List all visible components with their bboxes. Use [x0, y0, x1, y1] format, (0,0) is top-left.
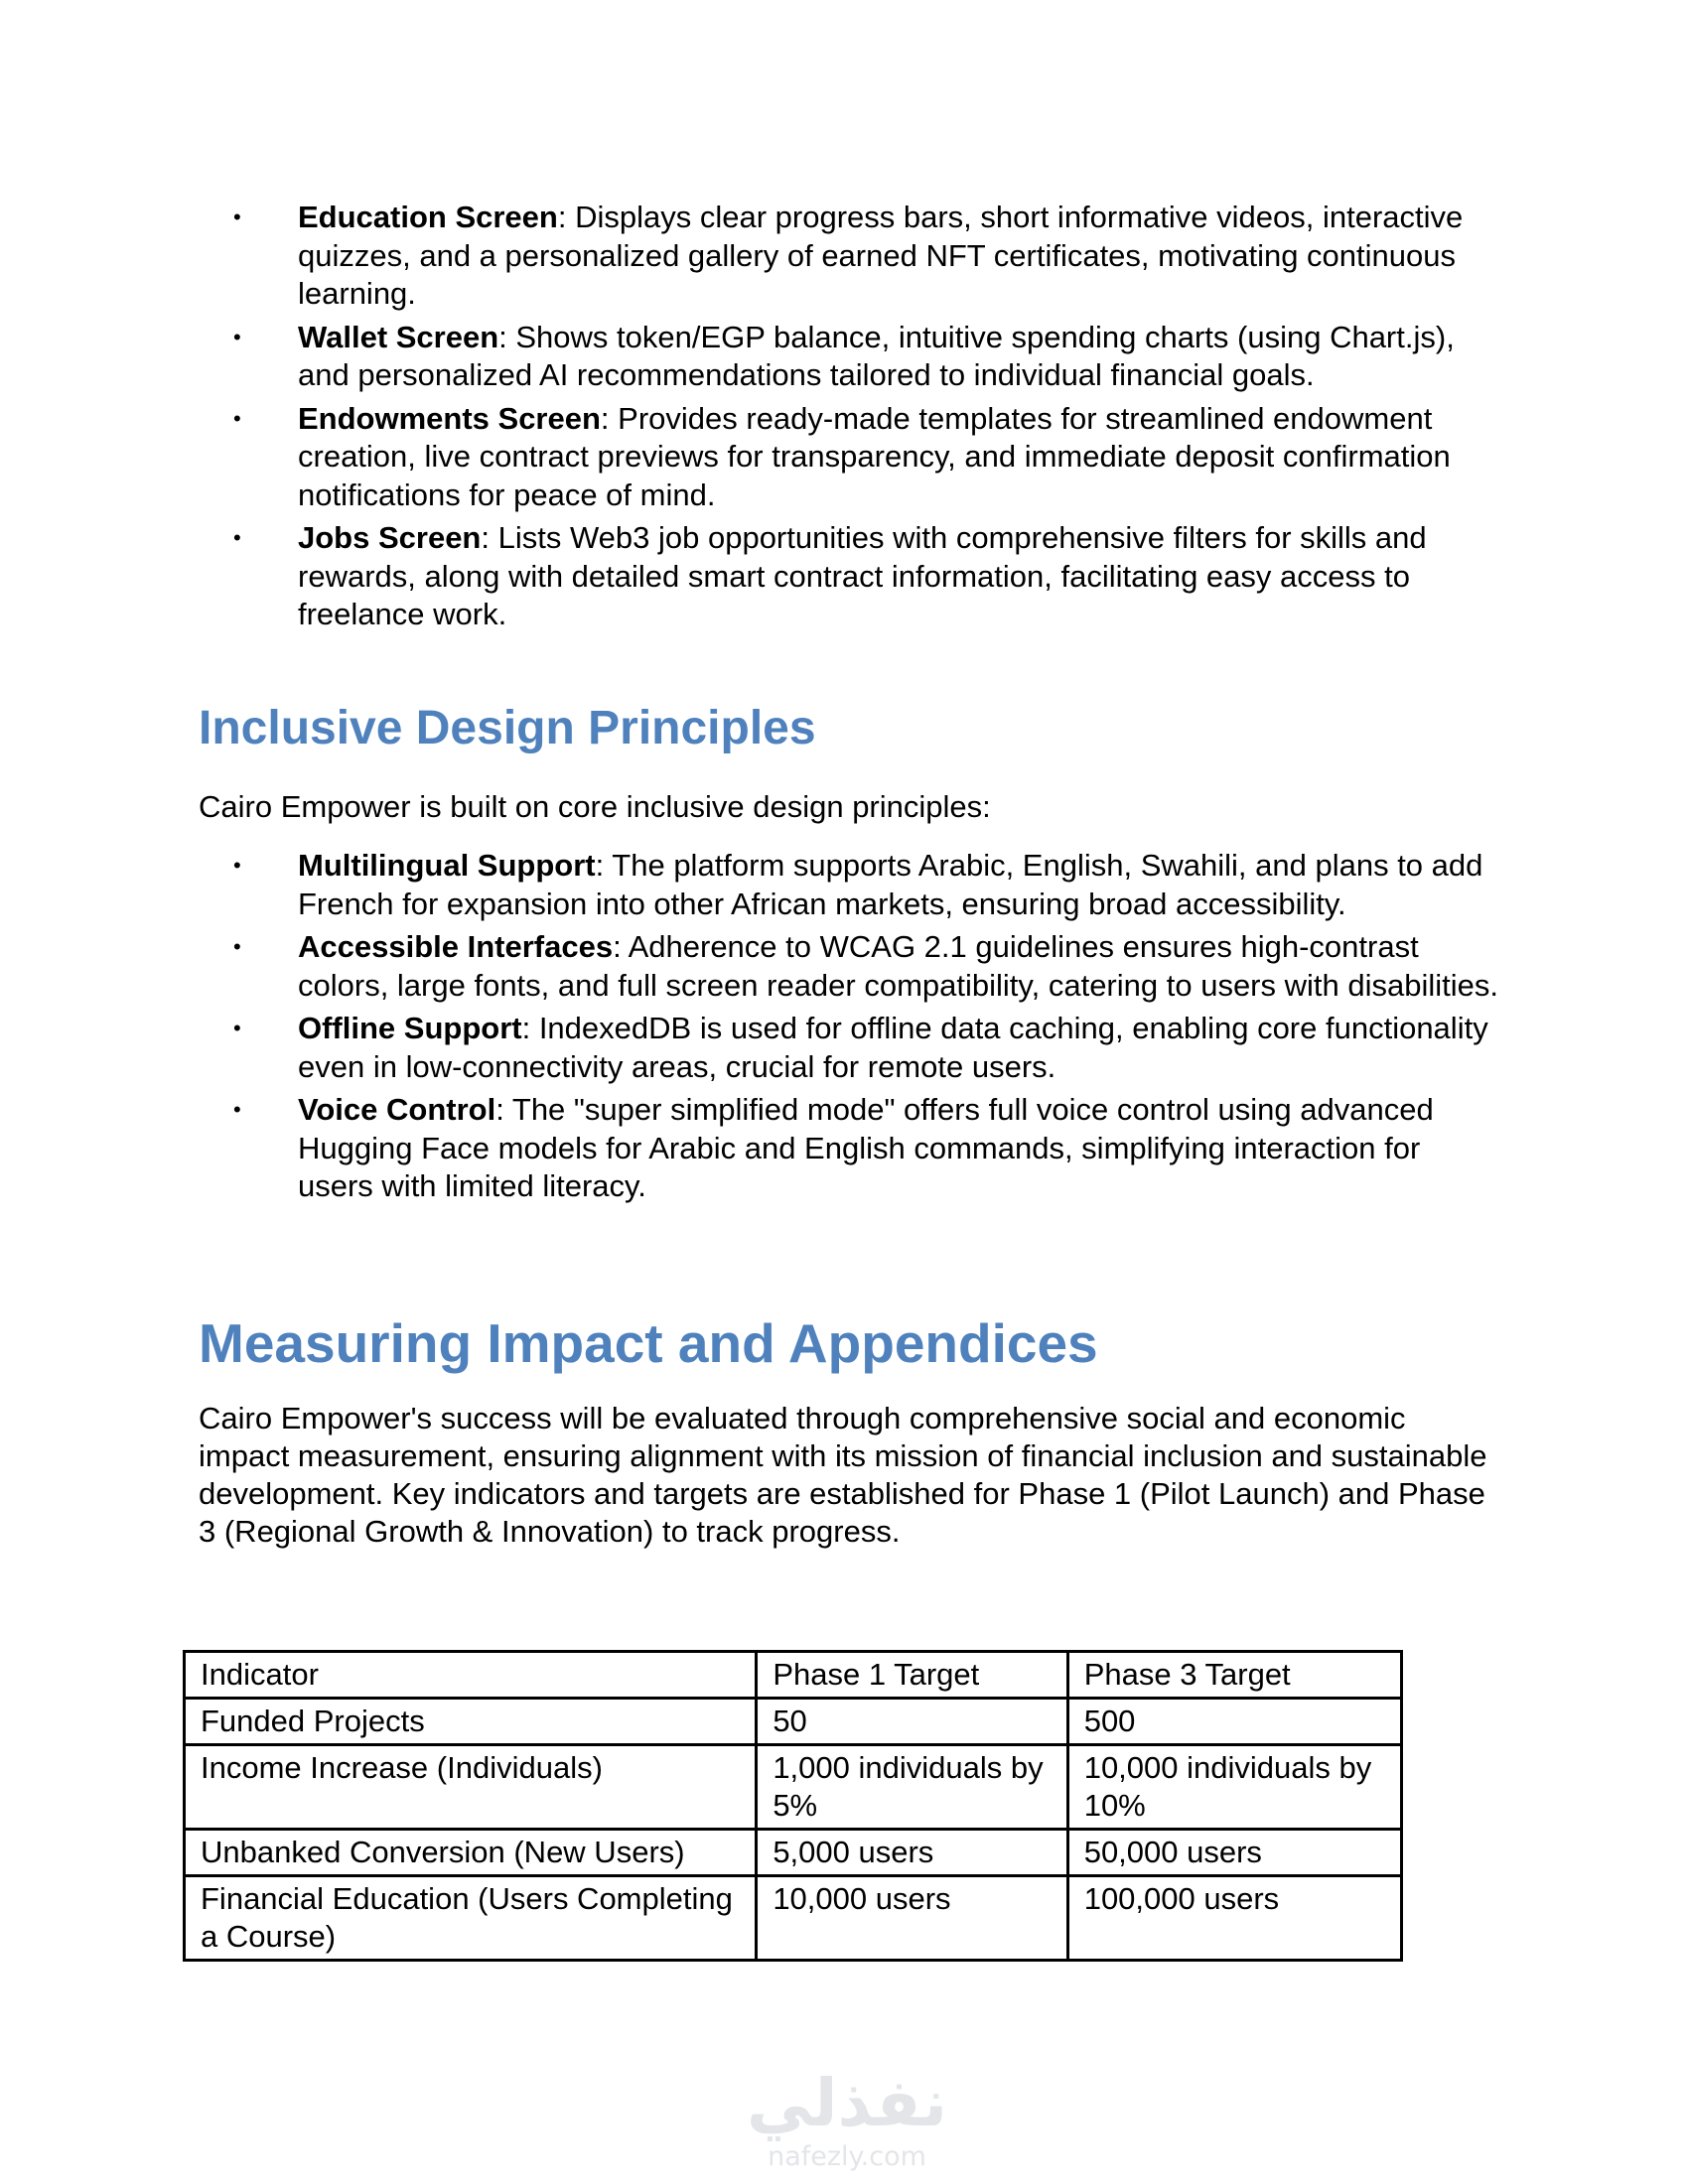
- list-item: [199, 400, 1499, 515]
- list-item: [199, 928, 1499, 1005]
- item-term: Wallet Screen: [298, 319, 499, 354]
- header-cell: Phase 1 Target: [757, 1652, 1067, 1699]
- bullet-icon: •: [233, 934, 241, 959]
- bullet-icon: •: [233, 205, 241, 229]
- item-text: : Shows token/EGP balance, intuitive spending charts (using Chart.js), and personalized AI recommendations tailored to individual financial goals.: [298, 319, 1455, 392]
- item-text: : IndexedDB is used for offline data caching, enabling core functionality even in low-connectivity areas, crucial for remote users.: [298, 1011, 1488, 1084]
- table-cell: Funded Projects: [185, 1699, 757, 1745]
- bullet-icon: •: [233, 1097, 241, 1122]
- watermark-url: nafezly.com: [768, 2141, 926, 2172]
- item-term: Voice Control: [298, 1092, 496, 1127]
- impact-heading: Measuring Impact and Appendices: [199, 1312, 1098, 1374]
- table-cell: Financial Education (Users Completing a Course): [185, 1876, 757, 1961]
- impact-paragraph: Cairo Empower's success will be evaluated through comprehensive social and economic impact measurement, ensuring alignment with its mission of financial inclusion and sustainable development. Key indicators and targets are established for Phase 1 (Pilot Launch) and Phase 3 (Regional Growth & Innovation) to track progress.: [199, 1401, 1487, 1549]
- table-cell: 50: [757, 1699, 1067, 1745]
- list-item: [199, 847, 1499, 923]
- table-cell: 1,000 individuals by 5%: [757, 1745, 1067, 1830]
- table-cell: 10,000 individuals by 10%: [1067, 1745, 1401, 1830]
- table-cell: Income Increase (Individuals): [185, 1745, 757, 1830]
- screens-list: [199, 199, 1499, 639]
- table-row: [185, 1876, 1402, 1961]
- bullet-icon: •: [233, 324, 241, 349]
- bullet-icon: •: [233, 405, 241, 431]
- table-cell: 500: [1067, 1699, 1401, 1745]
- item-term: Education Screen: [298, 200, 558, 234]
- watermark: [743, 2065, 951, 2172]
- table-cell: 5,000 users: [757, 1830, 1067, 1876]
- impact-table: [183, 1650, 1403, 1962]
- bullet-icon: •: [233, 1016, 241, 1040]
- header-cell: Indicator: [185, 1652, 757, 1699]
- item-text: : Provides ready-made templates for streamlined endowment creation, live contract previews for transparency, and immediate deposit confirmation notifications for peace of mind.: [298, 400, 1451, 512]
- table-cell: 10,000 users: [757, 1876, 1067, 1961]
- item-term: Multilingual Support: [298, 848, 596, 883]
- list-item: [199, 1091, 1499, 1206]
- list-item: [199, 319, 1499, 395]
- header-cell: Phase 3 Target: [1067, 1652, 1401, 1699]
- table-row: [185, 1830, 1402, 1876]
- item-text: : Adherence to WCAG 2.1 guidelines ensures high-contrast colors, large fonts, and full screen reader compatibility, catering to users with disabilities.: [298, 929, 1498, 1003]
- item-term: Jobs Screen: [298, 520, 482, 555]
- bullet-icon: •: [233, 853, 241, 878]
- item-text: : The platform supports Arabic, English, Swahili, and plans to add French for expansion into other African markets, ensuring broad accessibility.: [298, 848, 1483, 921]
- table-cell: Unbanked Conversion (New Users): [185, 1830, 757, 1876]
- table-row: [185, 1699, 1402, 1745]
- item-text: : Lists Web3 job opportunities with comprehensive filters for skills and rewards, along with detailed smart contract information, facilitating easy access to freelance work.: [298, 520, 1427, 631]
- item-text: : The "super simplified mode" offers full voice control using advanced Hugging Face models for Arabic and English commands, simplifying interaction for users with limited literacy.: [298, 1092, 1434, 1203]
- watermark-logo: نفذلي: [747, 2065, 947, 2141]
- table-row: [185, 1745, 1402, 1830]
- list-item: [199, 519, 1499, 634]
- item-term: Accessible Interfaces: [298, 929, 614, 964]
- inclusive-intro: Cairo Empower is built on core inclusive design principles:: [199, 789, 991, 824]
- table-cell: 100,000 users: [1067, 1876, 1401, 1961]
- principles-list: [199, 847, 1499, 1211]
- item-text: : Displays clear progress bars, short informative videos, interactive quizzes, and a personalized gallery of earned NFT certificates, motivating continuous learning.: [298, 200, 1464, 311]
- list-item: [199, 199, 1499, 314]
- table-header-row: [185, 1652, 1402, 1699]
- item-term: Endowments Screen: [298, 400, 601, 436]
- inclusive-heading: Inclusive Design Principles: [199, 702, 816, 754]
- item-term: Offline Support: [298, 1011, 522, 1045]
- bullet-icon: •: [233, 525, 241, 550]
- list-item: [199, 1010, 1499, 1086]
- table-cell: 50,000 users: [1067, 1830, 1401, 1876]
